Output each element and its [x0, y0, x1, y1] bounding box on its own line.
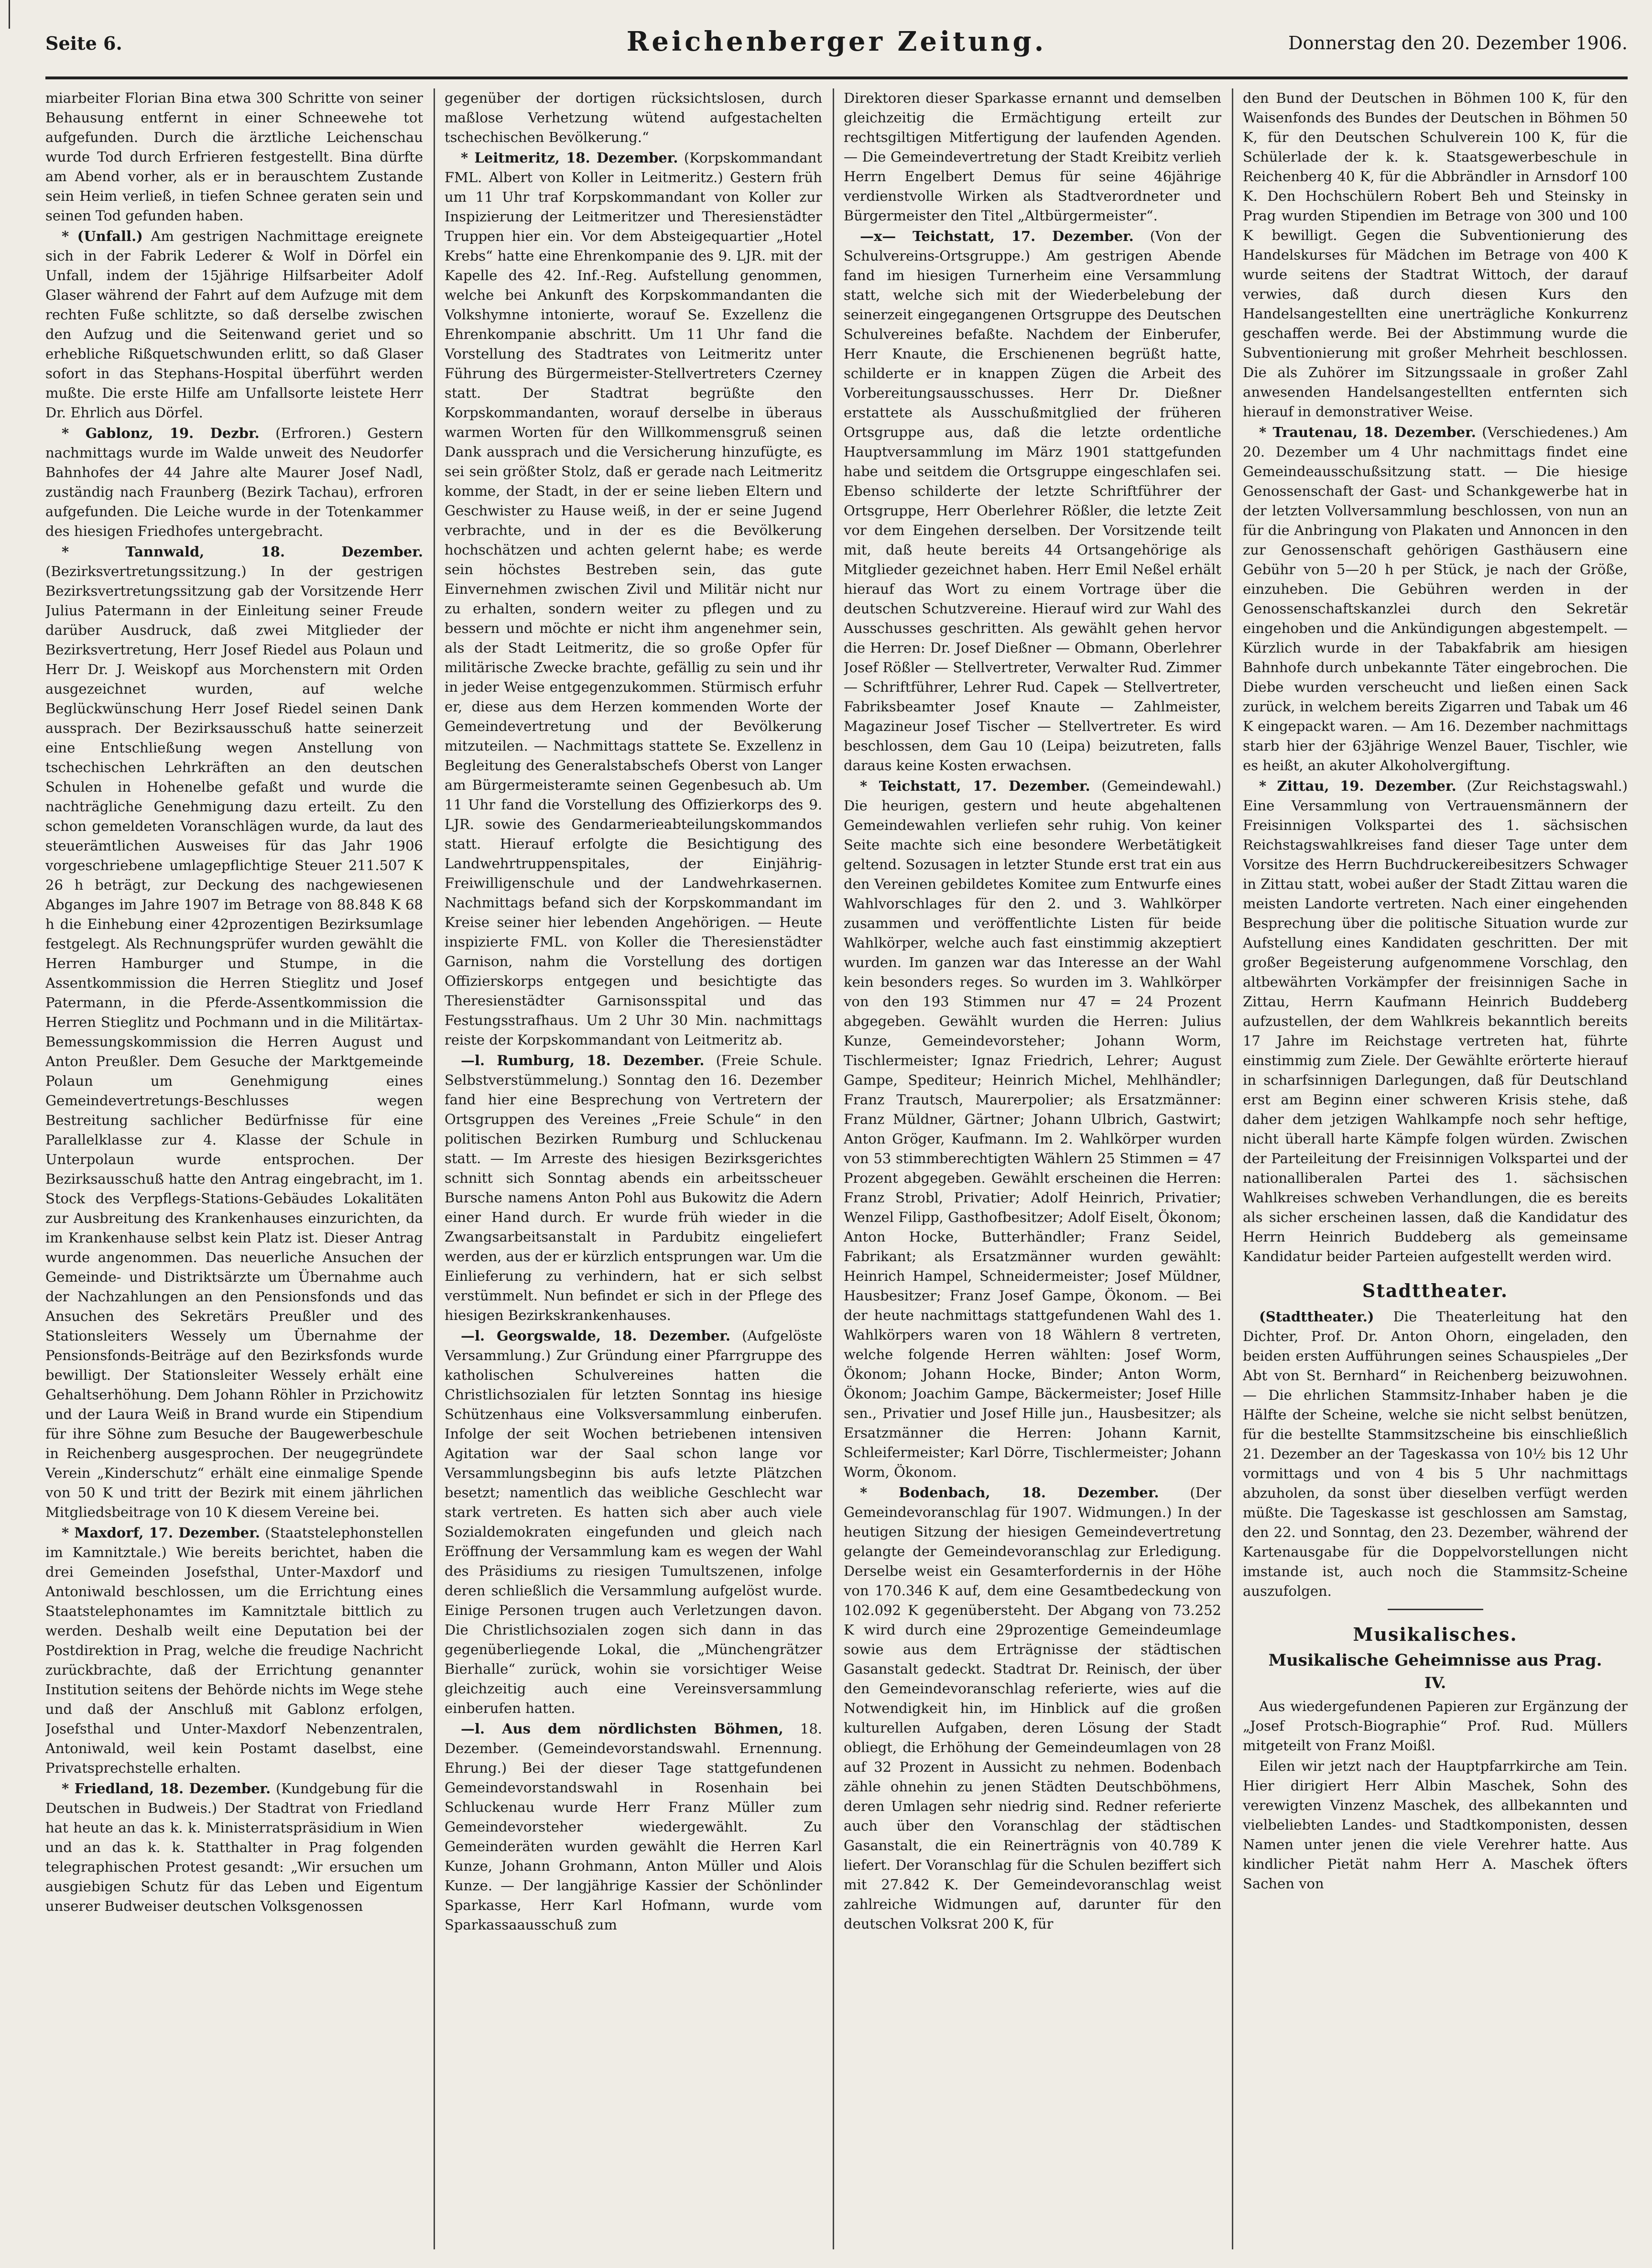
- page-number: Seite 6.: [45, 33, 122, 54]
- article-columns: [45, 88, 1628, 2249]
- article-text: (Staatstelephonstellen im Kamnitztale.) Wie bereits berichtet, haben die drei Gemeinden Josefsthal, Unter-Maxdorf und Antoniwald beschlossen, um die Errichtung eines Staatstelephonamtes im Kamnitztale bittlich zu werden. Deshalb weilt eine Deputation bei der Postdirektion in Prag, welche die freudige Nachricht zurückbrachte, daß der Errichtung genannter Institution seitens der Behörde nichts im Wege stehe und daß der Anschluß mit Gablonz erfolgen, Josefsthal und Unter-Maxdorf Nebenzentralen, Antoniwald, weil kein Postamt daselbst, eine Privatsprechstelle erhalten.: [45, 1525, 423, 1776]
- margin-mark: [9, 0, 10, 29]
- article-paragraph: [445, 1719, 822, 1935]
- article-text: (Zur Reichstagswahl.) Eine Versammlung von Vertrauensmännern der Freisinnigen Volkspartei des 1. sächsischen Reichstagswahlkreises fand dieser Tage unter dem Vorsitze des Herrn Buchdruckereibesitzers Schwager in Zittau statt, wobei außer der Stadt Zittau waren die meisten Landorte vertreten. Nach einer eingehenden Besprechung über die politische Situation wurde zur Aufstellung eines Kandidaten geschritten. Der mit großer Begeisterung aufgenommene Vorschlag, den altbewährten Vorkämpfer der freisinnigen Sache in Zittau, Herrn Kaufmann Heinrich Buddeberg aufzustellen, der dem Wahlkreis bekanntlich bereits 17 Jahre im Reichstage vertreten hat, führte einstimmig zum Ziele. Der Gewählte erörterte hierauf in scharfsinnigen Darlegungen, daß für Deutschland erst am Beginn einer schweren Krisis stehe, daß daher dem jetzigen Wahlkampfe noch sehr heftige, nicht überall harte Kämpfe folgen würden. Zwischen der Parteileitung der Freisinnigen Volkspartei und der nationalliberalen Partei des 1. sächsischen Wahlkreises schweben Verhandlungen, die es bereits als sicher erscheinen lassen, daß die Kandidatur des Herrn Heinrich Buddeberg als gemeinsame Kandidatur beider Parteien aufgestellt werden wird.: [1243, 778, 1628, 1265]
- section-heading-theater: Stadttheater.: [1362, 1280, 1509, 1301]
- column-1: [45, 88, 423, 2249]
- article-paragraph: Direktoren dieser Sparkasse ernannt und demselben gleichzeitig die Ermächtigung erteilt zur rechtsgiltigen Mitfertigung der laufenden Agenden. — Die Gemeindevertretung der Stadt Kreibitz verlieh Herrn Engelbert Demus für seine 46jährige verdienstvolle Wirken als Stadtverordneter und Bürgermeister den Titel „Altbürgermeister“.: [844, 90, 1221, 224]
- masthead: Reichenberger Zeitung.: [626, 26, 1047, 57]
- page-header: [45, 19, 1628, 79]
- article-text: (Freie Schule. Selbstverstümmelung.) Sonntag den 16. Dezember fand hier eine Besprechung von Vertretern der Ortsgruppen des Vereines „Freie Schule“ in den politischen Bezirken Rumburg und Schluckenau statt. — Im Arreste des hiesigen Bezirksgerichtes schnitt sich Sonntag abends ein arbeitsscheuer Bursche namens Anton Pohl aus Bukowitz die Adern einer Hand durch. Er wurde früh wieder in die Zwangsarbeitsanstalt in Pardubitz eingeliefert werden, aus der er kürzlich entsprungen war. Um die Einlieferung zu verhindern, hat er sich selbst verstümmelt. Nun befindet er sich in der Pflege des hiesigen Bezirkskrankenhauses.: [445, 1052, 822, 1323]
- article-paragraph: Aus wiedergefundenen Papieren zur Ergänzung der „Josef Protsch-Biographie“ Prof. Rud. Müllers mitgeteilt von Franz Moißl.: [1243, 1698, 1628, 1754]
- article-heading: —l. Georgswalde, 18. Dezember.: [461, 1328, 731, 1344]
- article-paragraph: den Bund der Deutschen in Böhmen 100 K, für den Waisenfonds des Bundes der Deutschen in Böhmen 50 K, für den Deutschen Schulverein 100 K, für die Schülerlade der k. k. Staatsgewerbeschule in Reichenberg 40 K, für die Abbrändler in Arnsdorf 100 K. Den Hochschülern Robert Beh und Steinsky in Prag wurden Stipendien im Betrage von 300 und 100 K bewilligt. Gegen die Subventionierung des Handelskurses für Mädchen im Betrage von 400 K wurde seitens der Stadtrat Wittoch, der darauf verwies, daß durch diesen Kurs den Handelsangestellten eine unerträgliche Konkurrenz geschaffen werde. Bei der Abstimmung wurde die Subventionierung mit großer Mehrheit beschlossen. Die als Zuhörer im Sitzungssaale in großer Zahl anwesenden Handelsangestellten entfernten sich hierauf in demonstrativer Weise.: [1243, 90, 1628, 420]
- article-text: (Korpskommandant FML. Albert von Koller in Leitmeritz.) Gestern früh um 11 Uhr traf Korpskommandant von Koller zur Inspizierung der Leitmeritzer und Theresienstädter Truppen hier ein. Vor dem Absteigequartier „Hotel Krebs“ hatte eine Ehrenkompanie des 9. LJR. mit der Kapelle des 42. Inf.-Reg. Aufstellung genommen, welche bei Ankunft des Korpskommandanten die Volkshymne intonierte, worauf Se. Exzellenz die Ehrenkompanie abschritt. Um 11 Uhr fand die Vorstellung des Stadtrates von Leitmeritz unter Führung des Bürgermeister-Stellvertreters Czerney statt. Der Stadtrat begrüßte den Korpskommandanten, worauf derselbe in überaus warmen Worten für den Willkommensgruß seinen Dank aussprach und die Versicherung hinzufügte, es sei sein größter Stolz, daß er gerade nach Leitmeritz komme, der Stadt, in der er seine lieben Eltern und Geschwister zu Hause weiß, in der er seine Jugend verbrachte, und in der es die Bevölkerung hochschätzen und achten gelernt habe; es werde sein höchstes Bestreben sein, das gute Einvernehmen zwischen Zivil und Militär nicht nur zu erhalten, sondern weiter zu pflegen und zu bessern und möchte er nicht ihm angenehmer sein, als der Stadt Leitmeritz, die so große Opfer für militärische Zwecke brachte, gefällig zu sein und ihr in jeder Weise entgegenzukommen. Stürmisch erfuhr er, diese aus dem Herzen kommenden Worte der Gemeindevertretung und der Bevölkerung mitzuteilen. — Nachmittags stattete Se. Exzellenz in Begleitung des Generalstabschefs Oberst von Langer am Bürgermeisteramte seinen Gegenbesuch ab. Um 11 Uhr fand die Vorstellung des Offizierkorps des 9. LJR. sowie des Gendarmerieabteilungskommandos statt. Hierauf erfolgte die Besichtigung des Landwehrtruppenspitales, der Einjährig-Freiwilligenschule und der Landwehrkasernen. Nachmittags befand sich der Korpskommandant im Kreise seiner hier lebenden Angehörigen. — Heute inspizierte FML. von Koller die Theresienstädter Garnison, nahm die Vorstellung des dortigen Offizierskorps entgegen und besichtigte das Theresienstädter Garnisonsspital und das Festungsstrafhaus. Um 2 Uhr 30 Min. nachmittags reiste der Korpskommandant von Leitmeritz ab.: [445, 150, 822, 1048]
- article-heading: —l. Aus dem nördlichsten Böhmen,: [461, 1721, 783, 1737]
- article-heading: —l. Rumburg, 18. Dezember.: [461, 1052, 705, 1069]
- article-text: 18. Dezember. (Gemeindevorstandswahl. Ernennung. Ehrung.) Bei der dieser Tage stattgefundenen Gemeindevorstandswahl in Rosenhain bei Schluckenau wurde Herr Franz Müller zum Gemeindevorsteher wiedergewählt. Zu Gemeinderäten wurden gewählt die Herren Karl Kunze, Johann Grohmann, Anton Müller und Alois Kunze. — Der langjährige Kassier der Schönlinder Sparkasse, Herr Karl Hofmann, wurde vom Sparkassaausschuß zum: [445, 1721, 822, 1933]
- article-paragraph: [844, 227, 1221, 775]
- article-heading: * Tannwald, 18. Dezember.: [62, 544, 423, 560]
- article-paragraph: [1243, 423, 1628, 775]
- article-paragraph: gegenüber der dortigen rücksichtslosen, durch maßlose Verhetzung wütend aufgestachelten tschechischen Bevölkerung.“: [445, 90, 822, 145]
- article-paragraph: [45, 227, 423, 423]
- article-heading: * Leitmeritz, 18. Dezember.: [461, 150, 678, 166]
- article-heading: * Zittau, 19. Dezember.: [1259, 778, 1456, 794]
- article-text: (Kundgebung für die Deutschen in Budweis.) Der Stadtrat von Friedland hat heute an das k. k. Ministerratspräsidium in Wien und an das k. k. Statthalter in Prag folgenden telegraphischen Protest gesandt: „Wir ersuchen um ausgiebigen Schutz für das Leben und Eigentum unserer Budweiser deutschen Volksgenossen: [45, 1780, 423, 1914]
- article-heading: * (Unfall.): [62, 228, 143, 244]
- column-2: [445, 88, 822, 2249]
- article-paragraph: miarbeiter Florian Bina etwa 300 Schritte von seiner Behausung entfernt in einer Schneewehe tot aufgefunden. Durch die ärztliche Leichenschau wurde Tod durch Erfrieren festgestellt. Bina dürfte am Abend vorher, als er in berauschtem Zustande sein Heim verließ, in tiefen Schnee geraten sein und seinen Tod gefunden haben.: [45, 90, 423, 224]
- article-heading: * Maxdorf, 17. Dezember.: [62, 1525, 260, 1541]
- article-heading: —x— Teichstatt, 17. Dezember.: [860, 228, 1134, 244]
- article-title: Musikalische Geheimnisse aus Prag.: [1268, 1651, 1602, 1670]
- article-text: Die Theaterleitung hat den Dichter, Prof. Dr. Anton Ohorn, eingeladen, den beiden ersten Aufführungen seines Schauspieles „Der Abt von St. Bernhard“ in Reichenberg beizuwohnen. — Die ehrlichen Stammsitz-Inhaber haben je die Hälfte der Scheine, welche sie nicht selbst benützen, für die bestellte Stammsitzscheine bis einschließlich 21. Dezember an der Tageskassa von 10½ bis 12 Uhr vormittags und von 4 bis 5 Uhr nachmittags abzuholen, da sonst über dieselben verfügt werden müßte. Die Tageskasse ist geschlossen am Samstag, den 22. und Sonntag, den 23. Dezember, während der Kartenausgabe für die Doppelvorstellungen nicht imstande ist, auch noch die Stammsitz-Scheine auszufolgen.: [1243, 1308, 1628, 1599]
- article-paragraph: [45, 1523, 423, 1778]
- article-text: Am gestrigen Nachmittage ereignete sich in der Fabrik Lederer & Wolf in Dörfel ein Unfall, indem der 15jährige Hilfsarbeiter Adolf Glaser während der Fahrt auf dem Aufzuge mit dem rechten Fuße schlitzte, so daß derselbe zwischen den Aufzug und die Seitenwand geriet und so erhebliche Rißquetschwunden erlitt, so daß Glaser sofort in das Stephans-Hospital überführt werden mußte. Die erste Hilfe am Unfallsorte leistete Herr Dr. Ehrlich aus Dörfel.: [45, 228, 423, 421]
- column-rule: [833, 88, 834, 2249]
- article-heading: * Trautenau, 18. Dezember.: [1259, 424, 1476, 440]
- column-rule: [434, 88, 435, 2249]
- issue-date: Donnerstag den 20. Dezember 1906.: [1288, 33, 1628, 54]
- article-text: (Verschiedenes.) Am 20. Dezember um 4 Uhr nachmittags findet eine Gemeindeausschußsitzung statt. — Die hiesige Genossenschaft der Gast- und Schankgewerbe hat in der letzten Vollversammlung beschlossen, von nun an für die Anbringung von Plakaten und Annoncen in den zur Genossenschaft gehörigen Gasthäusern eine Gebühr von 5—20 h per Stück, je nach der Größe, einzuheben. Die Gebühren werden in der Genossenschaftskanzlei durch den Sekretär eingehoben und die Ankündigungen abgestempelt. — Kürzlich wurde in der Tabakfabrik am hiesigen Bahnhofe durch unbekannte Täter eingebrochen. Die Diebe wurden verscheucht und ließen einen Sack zurück, in welchem bereits Zigarren und Tabak um 46 K eingepackt waren. — Am 16. Dezember nachmittags starb hier der 63jährige Wenzel Bauer, Tischler, wie es heißt, an akuter Alkoholvergiftung.: [1243, 424, 1628, 774]
- article-text: (Bezirksvertretungssitzung.) In der gestrigen Bezirksvertretungssitzung gab der Vorsitzende Herr Julius Patermann in der Einleitung seiner Freude darüber Ausdruck, daß zwei Mitglieder der Bezirksvertretung, Herr Josef Riedel aus Polaun und Herr Dr. J. Weiskopf aus Morchenstern mit Orden ausgezeichnet wurden, auf welche Beglückwünschung Herr Josef Riedel seinen Dank aussprach. Der Bezirksausschuß hatte seinerzeit eine Entschließung wegen Anstellung von tschechischen Lehrkräften an den deutschen Schulen in Hohenelbe gefaßt und wurde die nachträgliche Genehmigung dazu erteilt. Zu den schon gemeldeten Voranschlägen wurde, da laut des steuerämtlichen Ausweises für das Jahr 1906 vorgeschriebene umlagepflichtige Steuer 211.507 K 26 h beträgt, zur Deckung des nachgewiesenen Abganges im Jahre 1907 im Betrage von 88.848 K 68 h die Einhebung einer 42prozentigen Bezirksumlage festgelegt. Als Rechnungsprüfer wurden gewählt die Herren Hamburger und Stumpe, in die Assentkommission die Herren Stieglitz und Josef Patermann, in die Pferde-Assentkommission die Herren Stieglitz und Pochmann und in die Militärtax-Bemessungskommission die Herren August und Anton Preußler. Dem Gesuche der Marktgemeinde Polaun um Genehmigung eines Gemeindevertretungs-Beschlusses wegen Bestreitung sachlicher Bedürfnisse für eine Parallelklasse zur 4. Klasse der Schule in Unterpolaun wurde entsprochen. Der Bezirksausschuß hatte den Antrag eingebracht, im 1. Stock des Verpflegs-Stations-Gebäudes Lokalitäten zur Ausbreitung des Krankenhauses einzurichten, da im Krankenhause selbst kein Platz ist. Dieser Antrag wurde angenommen. Das neuerliche Ansuchen der Gemeinde- und Distriktsärzte um Übernahme auch der Nachzahlungen an den Pensionsfonds und das Ansuchen des Sekretärs Preußler und des Stationsleiters Wessely um Übernahme der Pensionsfonds-Beiträge auf den Bezirksfonds wurde bewilligt. Der Stationsleiter Wessely erhält eine Gehaltserhöhung. Dem Johann Röhler in Przichowitz und der Laura Weiß in Brand wurde ein Stipendium für ihre Söhne zum Besuche der Baugewerbeschule in Reichenberg ausgesprochen. Der neugegründete Verein „Kinderschutz“ erhält eine einmalige Spende von 50 K und tritt der Bezirk mit einem jährlichen Mitgliedsbeitrage von 10 K diesem Vereine bei.: [45, 563, 423, 1520]
- article-text: (Von der Schulvereins-Ortsgruppe.) Am gestrigen Abende fand im hiesigen Turnerheim eine Versammlung statt, welche sich mit der Wiederbelebung der seinerzeit eingegangenen Ortsgruppe des Deutschen Schulvereines befaßte. Nachdem der Einberufer, Herr Knaute, die Erschienenen begrüßt hatte, schilderte er in knappen Zügen die Arbeit des Vorbereitungsausschusses. Herr Dr. Dießner erstattete als Ausschußmitglied der früheren Ortsgruppe aus, daß die letzte ordentliche Hauptversammlung im März 1901 stattgefunden habe und seitdem die Ortsgruppe eingeschlafen sei. Ebenso schilderte der letzte Schriftführer der Ortsgruppe, Herr Oberlehrer Rößler, die letzte Zeit vor dem Eingehen derselben. Der Vorsitzende teilt mit, daß heute bereits 44 Ortsangehörige als Mitglieder gezeichnet haben. Herr Emil Neßel erhält hierauf das Wort zu einem Vortrage über die deutschen Schutzvereine. Hierauf wird zur Wahl des Ausschusses geschritten. Als gewählt gehen hervor die Herren: Dr. Josef Dießner — Obmann, Oberlehrer Josef Rößler — Stellvertreter, Verwalter Rud. Zimmer — Schriftführer, Lehrer Rud. Capek — Stellvertreter, Fabriksbeamter Josef Knaute — Zahlmeister, Magazineur Josef Tischer — Stellvertreter. Es wird beschlossen, dem Gau 10 (Leipa) beizutreten, falls daraus keine Kosten erwachsen.: [844, 228, 1221, 774]
- article-paragraph: [445, 148, 822, 1050]
- article-paragraph: [45, 1779, 423, 1916]
- article-paragraph: [844, 1483, 1221, 1934]
- article-paragraph: [844, 776, 1221, 1482]
- column-3: [844, 88, 1221, 2249]
- article-heading: * Bodenbach, 18. Dezember.: [860, 1484, 1159, 1501]
- article-text: (Aufgelöste Versammlung.) Zur Gründung einer Pfarrgruppe des katholischen Schulvereines hatten die Christlichsozialen für letzten Sonntag ins hiesige Schützenhaus eine Volksversammlung einberufen. Infolge der seit Wochen betriebenen intensiven Agitation war der Saal schon lange vor Versammlungsbeginn bis aufs letzte Plätzchen besetzt; namentlich das weibliche Geschlecht war stark vertreten. Es hatten sich aber auch viele Sozialdemokraten eingefunden und gleich nach Eröffnung der Versammlung kam es wegen der Wahl des Präsidiums zu riesigen Tumultszenen, infolge deren schließlich die Versammlung aufgelöst wurde. Einige Personen trugen auch Verletzungen davon. Die Christlichsozialen zogen sich dann in das gegenüberliegende Lokal, die „Münchengrätzer Bierhalle“ zurück, wohin sie vorsichtiger Weise gleichzeitig auch eine Vereinsversammlung einberufen hatten.: [445, 1328, 822, 1716]
- article-text: (Gemeindewahl.) Die heurigen, gestern und heute abgehaltenen Gemeindewahlen verliefen sehr ruhig. Von keiner Seite machte sich eine besondere Werbetätigkeit geltend. Sozusagen in letzter Stunde erst trat ein aus den Vereinen gebildetes Komitee zum Entwurfe eines Wahlvorschlages für den 2. und 3. Wahlkörper zusammen und veröffentlichte Listen für beide Wahlkörper, welche auch fast einstimmig akzeptiert wurden. Im ganzen war das Interesse an der Wahl kein besonders reges. So wurden im 3. Wahlkörper von den 193 Stimmen nur 47 = 24 Prozent abgegeben. Gewählt wurden die Herren: Julius Kunze, Gemeindevorsteher; Johann Worm, Tischlermeister; Ignaz Friedrich, Lehrer; August Gampe, Spediteur; Heinrich Michel, Mehlhändler; Franz Trautsch, Maurerpolier; als Ersatzmänner: Franz Müldner, Gärtner; Johann Ulbrich, Gastwirt; Anton Gröger, Kaufmann. Im 2. Wahlkörper wurden von 53 stimmberechtigten Wählern 25 Stimmen = 47 Prozent abgegeben. Gewählt erscheinen die Herren: Franz Strobl, Privatier; Adolf Heinrich, Privatier; Wenzel Filipp, Gasthofbesitzer; Adolf Eiselt, Ökonom; Anton Hocke, Butterhändler; Franz Seidel, Fabrikant; als Ersatzmänner wurden gewählt: Heinrich Hampel, Schneidermeister; Josef Müldner, Hausbesitzer; Franz Josef Gampe, Ökonom. — Bei der heute nachmittags stattgefundenen Wahl des 1. Wahlkörpers waren von 18 Wählern 8 vertreten, welche folgende Herren wählten: Josef Worm, Ökonom; Johann Hocke, Binder; Anton Worm, Ökonom; Joachim Gampe, Bäckermeister; Josef Hille sen., Privatier und Josef Hille jun., Hausbesitzer; als Ersatzmänner die Herren: Johann Karnit, Schleifermeister; Karl Dörre, Tischlermeister; Johann Worm, Ökonom.: [844, 778, 1221, 1480]
- article-text: (Der Gemeindevoranschlag für 1907. Widmungen.) In der heutigen Sitzung der hiesigen Gemeindevertretung gelangte der Gemeindevoranschlag zur Erledigung. Derselbe weist ein Gesamterfordernis in der Höhe von 170.346 K auf, dem eine Gesamtbedeckung von 102.092 K gegenübersteht. Der Abgang von 73.252 K wird durch eine 29prozentige Gemeindeumlage sowie aus dem Erträgnisse der städtischen Gasanstalt gedeckt. Stadtrat Dr. Reinisch, der über den Gemeindevoranschlag referierte, wies auf die Notwendigkeit hin, im Hinblick auf die großen kulturellen Aufgaben, deren Lösung der Stadt obliegt, die Erhöhung der Gemeindeumlagen von 28 auf 32 Prozent in Aussicht zu nehmen. Bodenbach zähle ohnehin zu jenen Städten Deutschböhmens, deren Umlagen sehr niedrig sind. Redner referierte auch über den Voranschlag der städtischen Gasanstalt, die ein Reinerträgnis von 40.789 K liefert. Der Voranschlag für die Schulen beziffert sich mit 27.842 K. Der Gemeindevoranschlag weist zahlreiche Widmungen auf, darunter für den deutschen Volksrat 200 K, für: [844, 1484, 1221, 1932]
- article-heading: (Stadttheater.): [1259, 1308, 1374, 1325]
- article-paragraph: [445, 1326, 822, 1718]
- article-heading: * Gablonz, 19. Dezbr.: [62, 425, 260, 441]
- article-paragraph: [1243, 1307, 1628, 1601]
- section-heading-music: Musikalisches.: [1353, 1624, 1518, 1645]
- article-heading: * Teichstatt, 17. Dezember.: [860, 778, 1090, 794]
- article-paragraph: Eilen wir jetzt nach der Hauptpfarrkirche am Tein. Hier dirigiert Herr Albin Maschek, Sohn des verewigten Vinzenz Maschek, des allbekannten und vielbeliebten Landes- und Stadtkomponisten, dessen Namen unter jenen die viele Verehrer hatte. Aus kindlicher Pietät nahm Herr A. Maschek öfters Sachen von: [1243, 1758, 1628, 1892]
- column-4: [1243, 88, 1628, 2249]
- article-paragraph: [45, 424, 423, 541]
- article-paragraph: [445, 1051, 822, 1325]
- article-text: (Erfroren.) Gestern nachmittags wurde im Walde unweit des Neudorfer Bahnhofes der 44 Jahre alte Maurer Josef Nadl, zuständig nach Fraunberg (Bezirk Tachau), erfroren aufgefunden. Die Leiche wurde in der Totenkammer des hiesigen Friedhofes untergebracht.: [45, 425, 423, 539]
- article-heading: * Friedland, 18. Dezember.: [62, 1780, 271, 1797]
- article-paragraph: [1243, 776, 1628, 1266]
- part-number: IV.: [1424, 1674, 1446, 1692]
- section-divider: [1388, 1609, 1483, 1610]
- article-paragraph: [45, 542, 423, 1522]
- column-rule: [1232, 88, 1233, 2249]
